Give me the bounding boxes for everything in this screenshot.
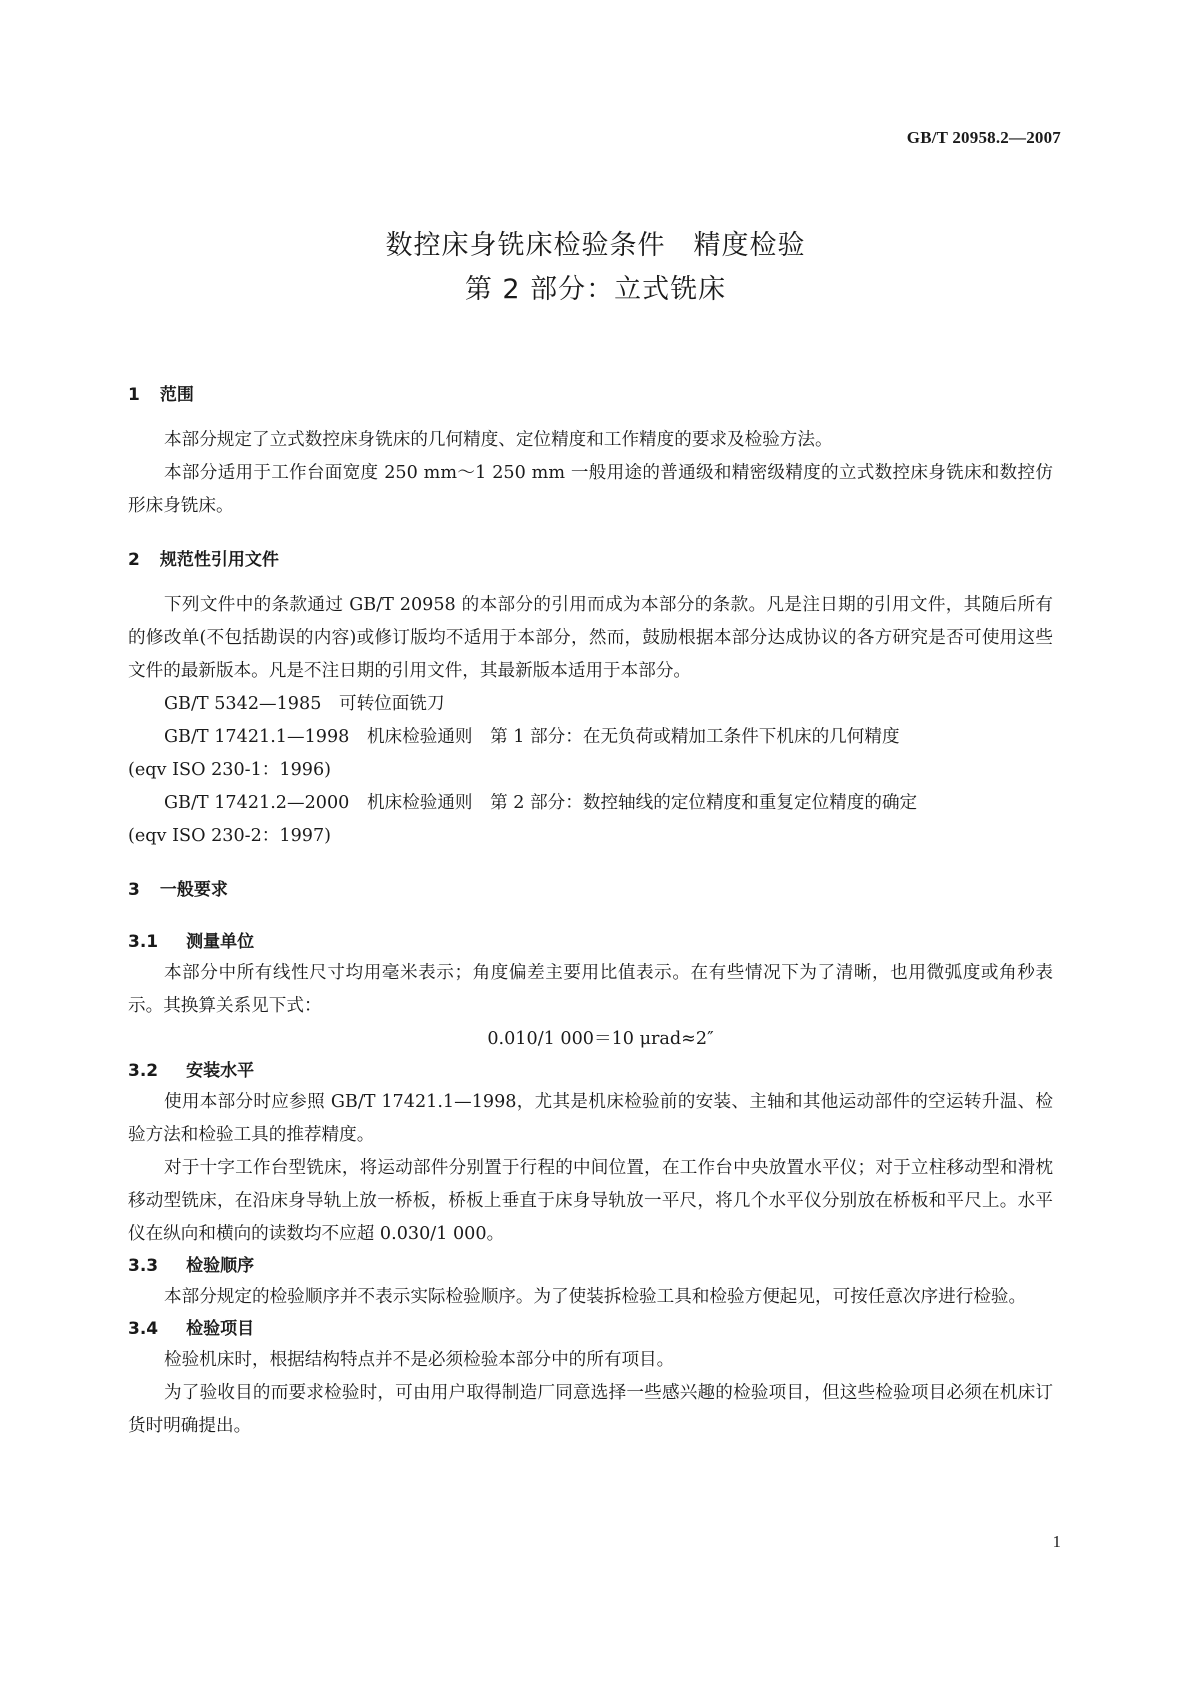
subsection-number: 3.4: [128, 1319, 159, 1339]
paragraph: 本部分适用于工作台面宽度 250 mm～1 250 mm 一般用途的普通级和精密级精度的立式数控床身铣床和数控仿形床身铣床。: [128, 463, 1053, 516]
subsection-3-3-heading: [128, 1251, 1053, 1281]
paragraph: 本部分规定的检验顺序并不表示实际检验顺序。为了使装拆检验工具和检验方便起见，可按任意次序进行检验。: [164, 1287, 1027, 1307]
conversion-formula: 0.010/1 000＝10 μrad≈2″: [487, 1029, 714, 1049]
document-title: [0, 224, 1191, 312]
paragraph: 使用本部分时应参照 GB/T 17421.1—1998，尤其是机床检验前的安装、主轴和其他运动部件的空运转升温、检验方法和检验工具的推荐精度。: [128, 1092, 1053, 1145]
section-number: 2: [128, 550, 140, 570]
subsection-title: 测量单位: [186, 932, 255, 952]
paragraph: 对于十字工作台型铣床，将运动部件分别置于行程的中间位置，在工作台中央放置水平仪；对于立柱移动型和滑枕移动型铣床，在沿床身导轨上放一桥板，桥板上垂直于床身导轨放一平尺，将几个水平仪分别放在桥板和平尺上。水平仪在纵向和横向的读数均不应超 0.030/1 000。: [128, 1158, 1053, 1244]
subsection-title: 检验项目: [186, 1319, 255, 1339]
standard-code: GB/T 20958.2—2007: [906, 128, 1061, 147]
section-title: 一般要求: [159, 880, 228, 900]
document-body: [128, 380, 1053, 1443]
section-3-heading: [128, 875, 1053, 905]
subsection-title: 检验顺序: [186, 1256, 255, 1276]
paragraph: 检验机床时，根据结构特点并不是必须检验本部分中的所有项目。: [164, 1350, 675, 1370]
paragraph: 本部分中所有线性尺寸均用毫米表示；角度偏差主要用比值表示。在有些情况下为了清晰，也用微弧度或角秒表示。其换算关系见下式：: [128, 963, 1053, 1016]
paragraph: 为了验收目的而要求检验时，可由用户取得制造厂同意选择一些感兴趣的检验项目，但这些检验项目必须在机床订货时明确提出。: [128, 1383, 1053, 1436]
subsection-3-4-heading: [128, 1314, 1053, 1344]
page-number: 1: [1052, 1532, 1061, 1551]
section-title: 规范性引用文件: [159, 550, 279, 570]
reference-item-continued: (eqv ISO 230-2：1997): [128, 826, 332, 846]
section-1-heading: [128, 380, 1053, 410]
reference-item-continued: (eqv ISO 230-1：1996): [128, 760, 332, 780]
section-number: 1: [128, 385, 140, 405]
subsection-number: 3.3: [128, 1256, 159, 1276]
title-line-2: 第 2 部分：立式铣床: [464, 274, 727, 305]
subsection-3-1-heading: [128, 927, 1053, 957]
reference-item: GB/T 5342—1985 可转位面铣刀: [164, 694, 445, 714]
reference-item: GB/T 17421.1—1998 机床检验通则 第 1 部分：在无负荷或精加工条件下机床的几何精度: [164, 727, 900, 747]
section-title: 范围: [159, 385, 194, 405]
reference-item: GB/T 17421.2—2000 机床检验通则 第 2 部分：数控轴线的定位精度和重复定位精度的确定: [164, 793, 918, 813]
section-2-heading: [128, 545, 1053, 575]
title-line-1: 数控床身铣床检验条件 精度检验: [385, 230, 806, 261]
subsection-title: 安装水平: [186, 1061, 255, 1081]
subsection-number: 3.1: [128, 932, 159, 952]
paragraph: 下列文件中的条款通过 GB/T 20958 的本部分的引用而成为本部分的条款。凡是注日期的引用文件，其随后所有的修改单(不包括勘误的内容)或修订版均不适用于本部分，然而，鼓励根据本部分达成协议的各方研究是否可使用这些文件的最新版本。凡是不注日期的引用文件，其最新版本适用于本部分。: [128, 595, 1053, 681]
subsection-number: 3.2: [128, 1061, 159, 1081]
paragraph: 本部分规定了立式数控床身铣床的几何精度、定位精度和工作精度的要求及检验方法。: [164, 430, 833, 450]
subsection-3-2-heading: [128, 1056, 1053, 1086]
section-number: 3: [128, 880, 140, 900]
